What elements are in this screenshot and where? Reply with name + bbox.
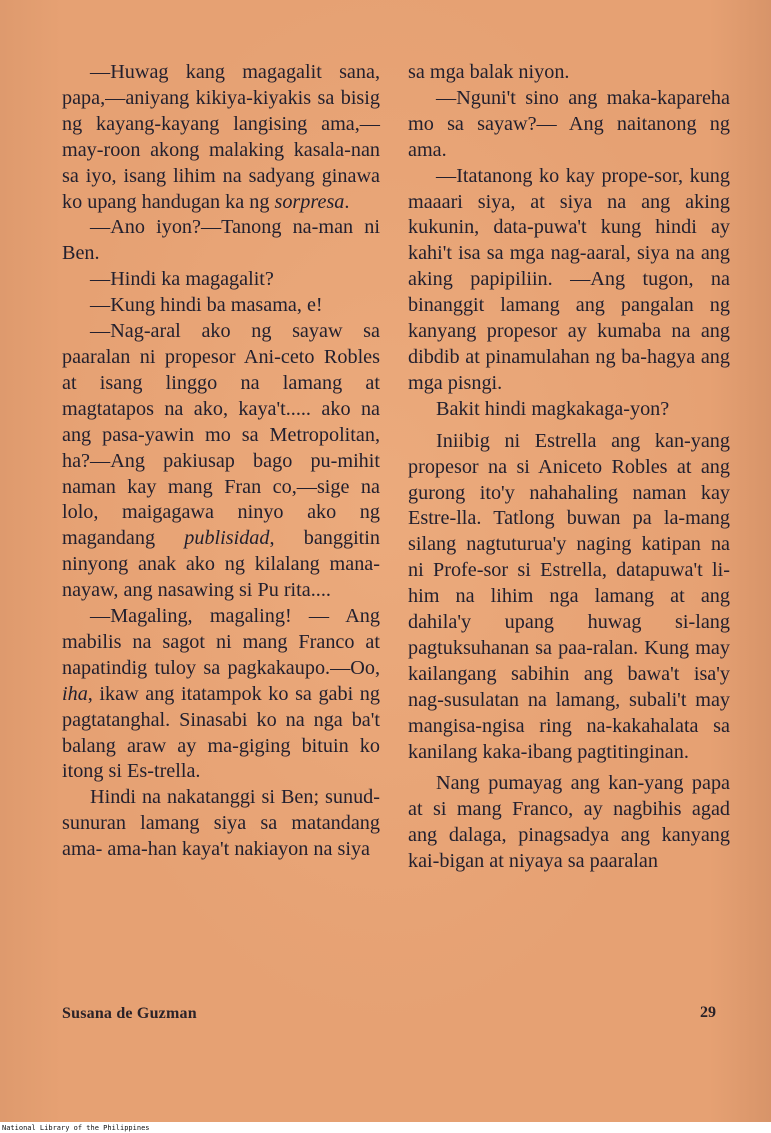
right-paragraph-5: Iniibig ni Estrella ang kan-yang propesor na si Aniceto Robles at ang gurong ito'y nahahaling naman kay Estre-lla. Tatlong buwan pa la-mang silang nagtuturua'y naging katipan na ni Profe-sor si Estrella, datapuwa't li-him na lihim nga lamang at ang dahila'y upang huwag si-lang pagtuksuhanan sa paa-ralan. Kung may kailangang sabihin ang bawa't isa'y nag-susulatan na lamang, subali't may mangisa-ngisa ring na-kakahalata sa kanilang kaka-ibang pagtitinginan. [408, 429, 730, 763]
right-paragraph-1: sa mga balak niyon. [408, 61, 570, 83]
footer-author: Susana de Guzman [62, 1005, 197, 1022]
left-text-column [62, 60, 380, 863]
right-paragraph-4: Bakit hindi magkakaga-yon? [436, 397, 670, 420]
right-paragraph-6: Nang pumayag ang kan-yang papa at si mang Franco, ay nagbihis agad ang dalaga, pinagsadya ang kanyang kai-bigan at niyaya sa paaralan [408, 772, 730, 873]
left-paragraph-4: —Kung hindi ba masama, e! [90, 294, 323, 317]
left-paragraph-3: —Hindi ka magagalit? [90, 268, 274, 291]
left-paragraph-1: —Huwag kang magagalit sana, papa,—aniyang kikiya-kiyakis sa bisig ng kayang-kayang langising ama,—may-roon akong malaking kasala-nan sa iyo, isang lihim na sadyang ginawa ko upang handugan ka ng sorpresa. [62, 61, 380, 213]
left-paragraph-2: —Ano iyon?—Tanong na-man ni Ben. [62, 216, 380, 265]
right-paragraph-2: —Nguni't sino ang maka-kapareha mo sa sayaw?— Ang naitanong ng ama. [408, 86, 730, 161]
right-text-column [408, 60, 730, 875]
page-number: 29 [700, 1004, 716, 1021]
right-paragraph-3: —Itatanong ko kay prope-sor, kung maaari siya, at siya na ang aking kukunin, data-puwa't kung hindi ay kahi't isa sa mga nag-aaral, siya na ang aking papipiliin. —Ang tugon, na binanggit lamang ang pangalan ng kanyang propesor ay kumaba na ang dibdib at pinamulahan ng ba-hagya ang mga pisngi. [408, 164, 730, 394]
left-paragraph-7: Hindi na nakatanggi si Ben; sunud-sunuran lamang siya sa matandang ama- ama-han kaya't nakiayon na siya [62, 786, 380, 861]
left-paragraph-6: —Magaling, magaling! — Ang mabilis na sagot ni mang Franco at napatindig tuloy sa pagkakaupo.—Oo, iha, ikaw ang itatampok ko sa gabi ng pagtatanghal. Sinasabi ko na nga ba't balang araw ay ma-giging bituin ko itong si Es-trella. [62, 605, 380, 783]
library-credit: National Library of the Philippines [2, 1124, 150, 1132]
left-paragraph-5: —Nag-aral ako ng sayaw sa paaralan ni propesor Ani-ceto Robles at isang linggo na lamang at magtatapos na ako, kaya't..... ako na ang pasa-yawin mo sa Metropolitan, ha?—Ang pakiusap bago pu-mihit naman kay mang Fran co,—sige na lolo, maigagawa ninyo ako ng magandang publisidad, banggitin ninyong anak ako ng kilalang mana-nayaw, ang nasawing si Pu rita.... [62, 320, 380, 602]
